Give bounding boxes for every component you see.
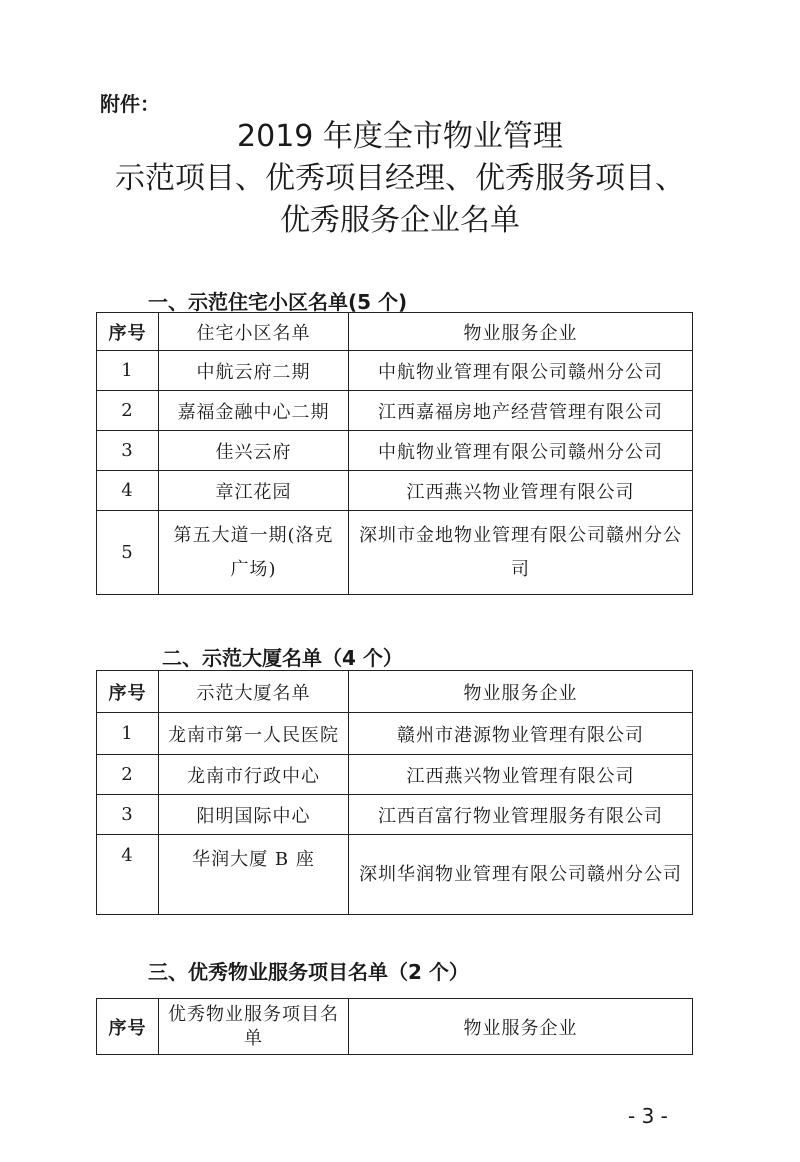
row-company: 江西燕兴物业管理有限公司	[349, 471, 693, 511]
building-table	[96, 670, 693, 915]
row-name: 华润大厦 B 座	[159, 835, 349, 915]
header-name: 住宅小区名单	[159, 313, 349, 351]
header-name: 优秀物业服务项目名单	[159, 999, 349, 1055]
attachment-label: 附件：	[100, 92, 160, 116]
table-row	[97, 511, 693, 595]
header-company: 物业服务企业	[349, 313, 693, 351]
residential-table	[96, 312, 693, 595]
header-name: 示范大厦名单	[159, 671, 349, 713]
header-no: 序号	[97, 999, 159, 1055]
header-no: 序号	[97, 671, 159, 713]
row-company: 深圳市金地物业管理有限公司赣州分公司	[349, 511, 693, 595]
row-no: 2	[97, 391, 159, 431]
table-header-row	[97, 999, 693, 1055]
row-company: 中航物业管理有限公司赣州分公司	[349, 431, 693, 471]
table-row	[97, 471, 693, 511]
row-company: 江西嘉福房地产经营管理有限公司	[349, 391, 693, 431]
section-1-heading: 一、示范住宅小区名单(5 个)	[148, 290, 408, 314]
row-name: 阳明国际中心	[159, 795, 349, 835]
table-header-row	[97, 313, 693, 351]
table-header-row	[97, 671, 693, 713]
header-no: 序号	[97, 313, 159, 351]
table-row	[97, 351, 693, 391]
page-number: - 3 -	[628, 1104, 668, 1128]
row-company: 深圳华润物业管理有限公司赣州分公司	[349, 835, 693, 915]
table-row	[97, 755, 693, 795]
row-no: 4	[97, 835, 159, 915]
section-2-heading: 二、示范大厦名单（4 个）	[162, 646, 403, 670]
row-company: 江西百富行物业管理服务有限公司	[349, 795, 693, 835]
header-company: 物业服务企业	[349, 999, 693, 1055]
row-name: 嘉福金融中心二期	[159, 391, 349, 431]
row-name: 龙南市第一人民医院	[159, 713, 349, 755]
service-project-table	[96, 998, 693, 1055]
title-line-3: 优秀服务企业名单	[280, 203, 520, 238]
section-3-heading: 三、优秀物业服务项目名单（2 个）	[148, 960, 469, 984]
row-name: 第五大道一期(洛克广场)	[159, 511, 349, 595]
table-row	[97, 713, 693, 755]
row-name: 章江花园	[159, 471, 349, 511]
row-company: 江西燕兴物业管理有限公司	[349, 755, 693, 795]
table-row	[97, 795, 693, 835]
row-name: 中航云府二期	[159, 351, 349, 391]
title-line-2: 示范项目、优秀项目经理、优秀服务项目、	[115, 161, 685, 196]
row-company: 中航物业管理有限公司赣州分公司	[349, 351, 693, 391]
row-name: 佳兴云府	[159, 431, 349, 471]
table-row	[97, 431, 693, 471]
table-row	[97, 391, 693, 431]
row-name: 龙南市行政中心	[159, 755, 349, 795]
table-row	[97, 835, 693, 915]
title-line-1: 2019 年度全市物业管理	[237, 119, 563, 154]
row-no: 4	[97, 471, 159, 511]
row-no: 3	[97, 795, 159, 835]
row-no: 5	[97, 511, 159, 595]
row-company: 赣州市港源物业管理有限公司	[349, 713, 693, 755]
row-no: 3	[97, 431, 159, 471]
row-no: 1	[97, 713, 159, 755]
header-company: 物业服务企业	[349, 671, 693, 713]
row-no: 2	[97, 755, 159, 795]
row-no: 1	[97, 351, 159, 391]
